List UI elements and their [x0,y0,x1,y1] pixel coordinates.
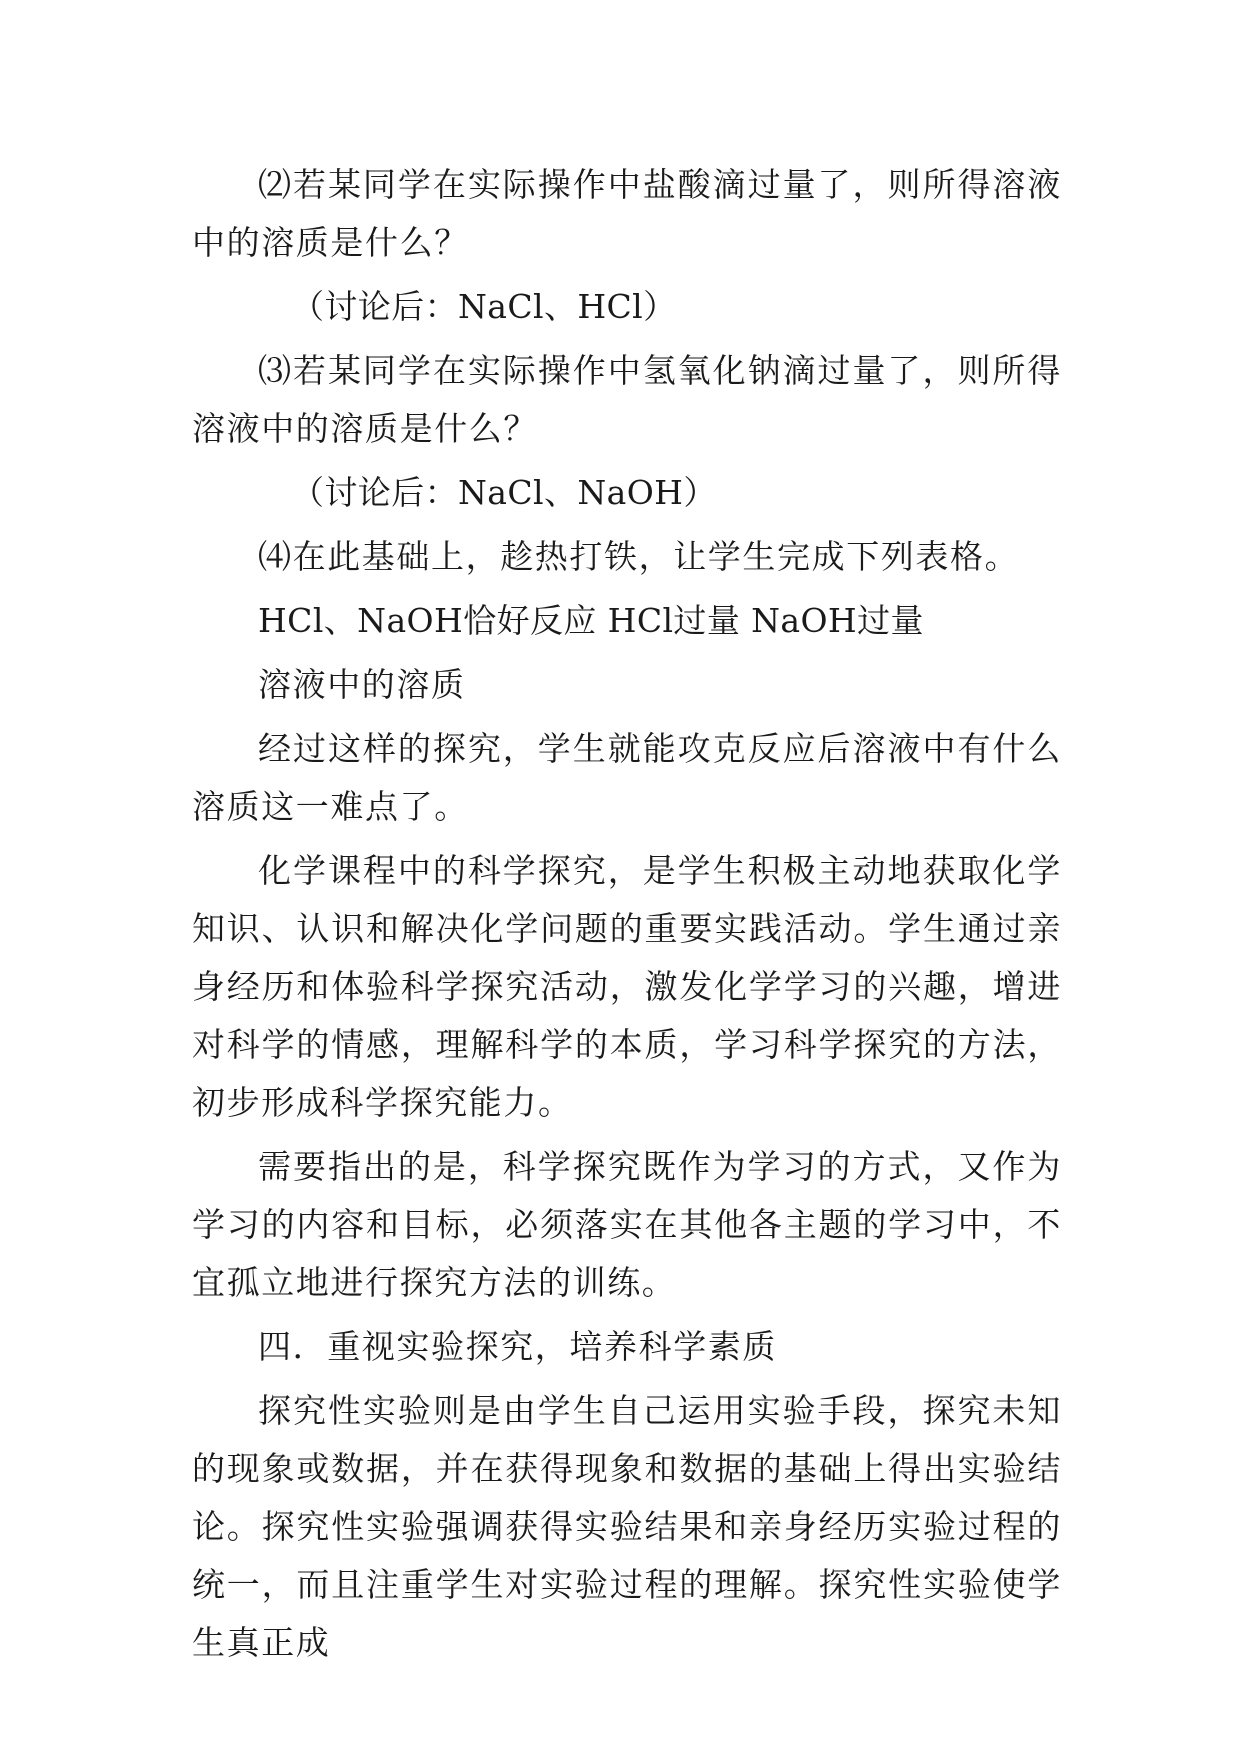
paragraph-conclusion: 经过这样的探究，学生就能攻克反应后溶液中有什么溶质这一难点了。 [192,729,1062,826]
paragraph-answer-3: （讨论后：NaCl、NaOH） [291,473,717,512]
table-header-line: HCl、NaOH恰好反应 HCl过量 NaOH过量 [258,601,924,640]
paragraph-exploratory-experiment: 探究性实验则是由学生自己运用实验手段，探究未知的现象或数据，并在获得现象和数据的基础上得出实验结论。探究性实验强调获得实验结果和亲身经历实验过程的统一，而且注重学生对实验过程的理解。探究性实验使学生真正成 [192,1391,1062,1662]
paragraph-question-3: ⑶若某同学在实际操作中氢氧化钠滴过量了，则所得溶液中的溶质是什么？ [192,351,1062,448]
paragraph-question-2: ⑵若某同学在实际操作中盐酸滴过量了，则所得溶液中的溶质是什么？ [192,165,1062,262]
table-row-label: 溶液中的溶质 [258,665,466,704]
paragraph-scientific-inquiry: 化学课程中的科学探究，是学生积极主动地获取化学知识、认识和解决化学问题的重要实践活动。学生通过亲身经历和体验科学探究活动，激发化学学习的兴趣，增进对科学的情感，理解科学的本质，学习科学探究的方法，初步形成科学探究能力。 [192,851,1062,1122]
paragraph-note: 需要指出的是，科学探究既作为学习的方式，又作为学习的内容和目标，必须落实在其他各主题的学习中，不宜孤立地进行探究方法的训练。 [192,1147,1062,1302]
section-heading: 四．重视实验探究，培养科学素质 [258,1327,777,1366]
paragraph-question-4: ⑷在此基础上，趁热打铁，让学生完成下列表格。 [258,537,1020,576]
document-body [192,156,1062,1678]
paragraph-answer-2: （讨论后：NaCl、HCl） [291,287,677,326]
